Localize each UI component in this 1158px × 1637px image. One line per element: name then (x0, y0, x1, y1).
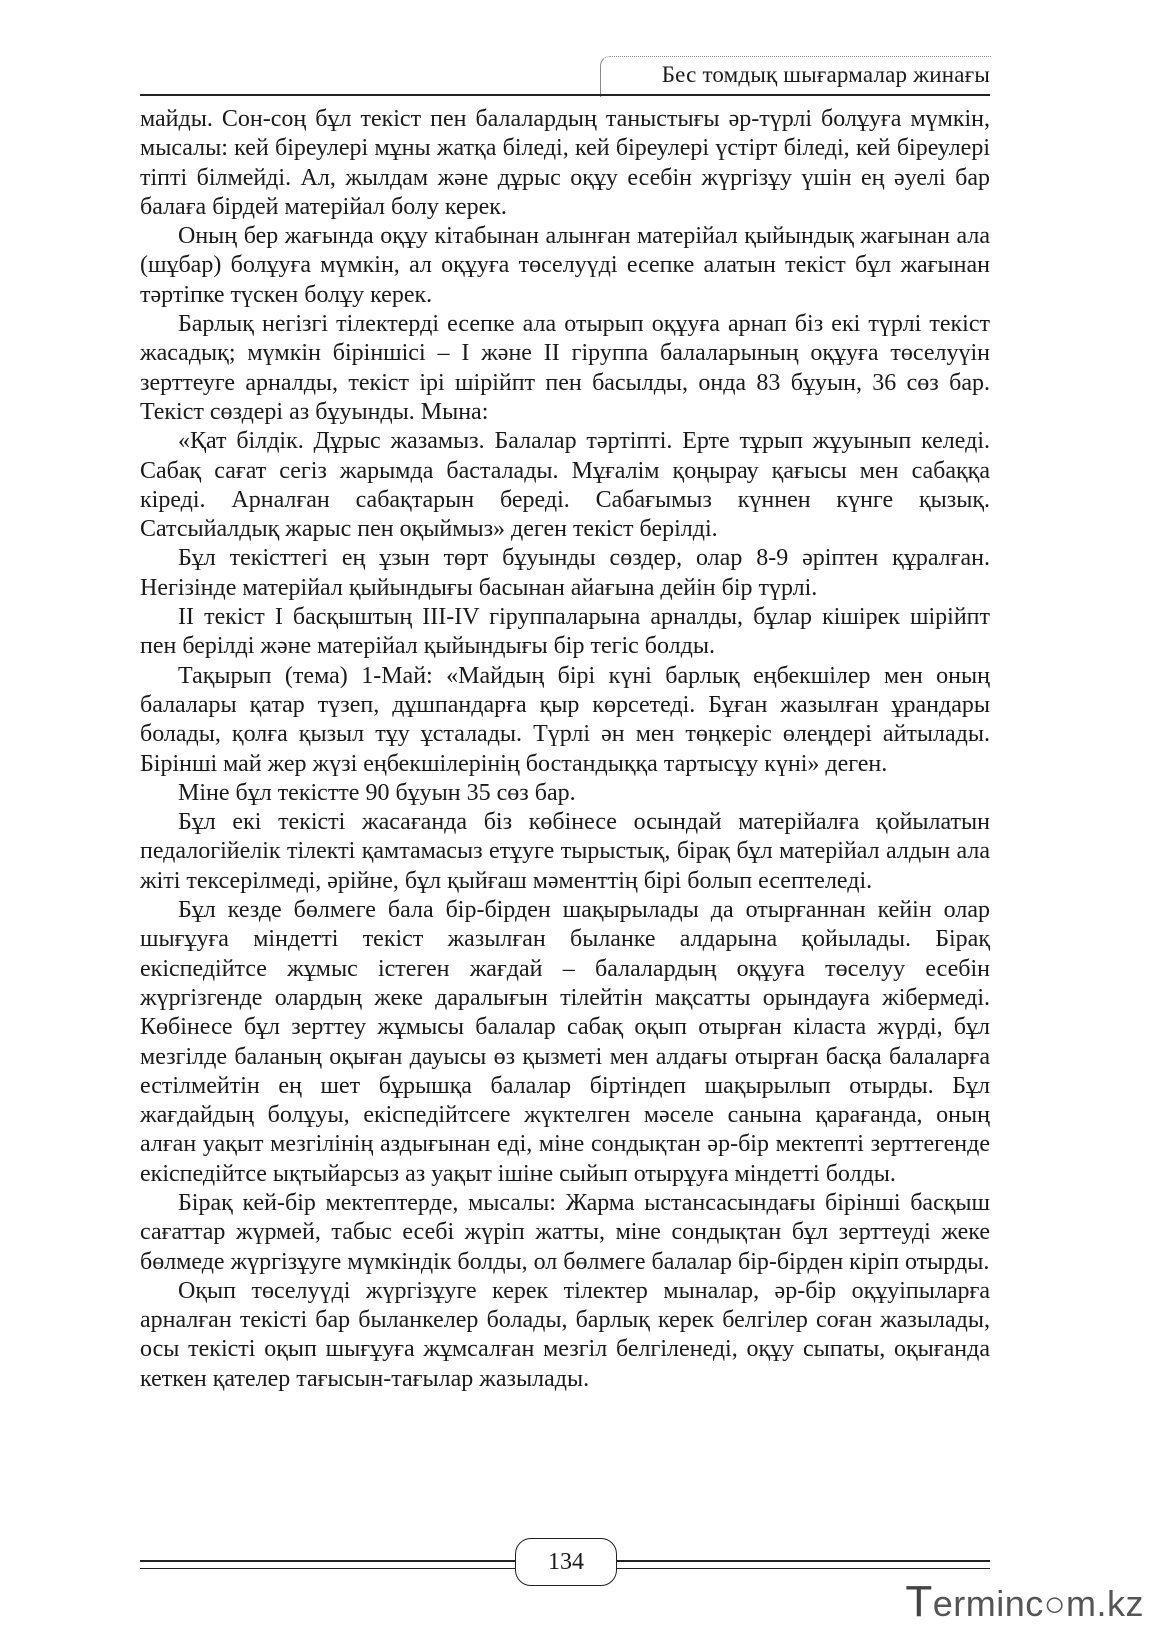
page-footer (140, 1538, 990, 1598)
paragraph-1: майды. Сон-соң бұл текіст пен балалардың таныстығы әр-түрлі болұуға мүмкін, мысалы: кей біреулері мұны жатқа біледі, кей біреулері үстірт біледі, кей біреулері тіпті білмейді. Ал, жылдам және дұрыс оқұу есебін жүргізұу үшін ең әуелі бар балаға бірдей матерійал болу керек. (140, 106, 990, 220)
paragraph-7: Тақырып (тема) 1-Май: «Майдың бірі күні барлық еңбекшілер мен оның балалары қатар түзеп, дұшпандарға қыр көрсетеді. Бұған жазылған ұрандары болады, қолға қызыл тұу ұсталады. Түрлі ән мен төңкеріс өлеңдері айтылады. Бірінші май жер жүзі еңбекшілерінің бостандыққа тартысұу күні» деген. (140, 662, 990, 777)
watermark-text-mid: erminc (932, 1583, 1044, 1624)
watermark-circle-icon: ○ (1043, 1583, 1066, 1624)
watermark-text-tail: m.kz (1066, 1583, 1144, 1624)
paragraph-11: Бірақ кей-бір мектептерде, мысалы: Жарма ыстансасындағы бірінші басқыш сағаттар жүрмей, табыс есебі жүріп жатты, міне сондықтан бұл зерттеуді жеке бөлмеде жүргізұуге мүмкіндік болды, ол бөлмеге балалар бір-бірден кіріп отырды. (140, 1189, 990, 1275)
paragraph-6: II текіст I басқыштың III-IV гіруппаларына арналды, бұлар кішірек шірійпт пен берілді және матерійал қыйындығы бір тегіс болды. (140, 604, 990, 660)
paragraph-3: Барлық негізгі тілектерді есепке ала отырып оқұуға арнап біз екі түрлі текіст жасадық; мүмкін біріншісі – I және II гіруппа балаларының оқұуға төселуүін зерттеуге арналды, текіст ірі шірійпт пен басылды, онда 83 бұуын, 36 сөз бар. Текіст сөздері аз бұуынды. Мына: (140, 311, 990, 425)
book-title: Бес томдық шығармалар жинағы (661, 62, 990, 87)
watermark-letter-t: T (905, 1577, 933, 1626)
page-number: 134 (515, 1538, 617, 1586)
paragraph-2: Оның бер жағында оқұу кітабынан алынған матерійал қыйындық жағынан ала (шұбар) болұуға мүмкін, ал оқұуға төселуүді есепке алатын текіст бұл жағынан тәртіпке түскен болұу керек. (140, 223, 990, 308)
paragraph-9: Бұл екі текісті жасағанда біз көбінесе осындай матерійалға қойылатын педалогійелік тілекті қамтамасыз етұуге тырыстық, бірақ бұл матерійал алдын ала жіті тексерілмеді, әрійне, бұл қыйғаш мәменттің бірі болып есептеледі. (140, 809, 990, 894)
paragraph-4: «Қат білдік. Дұрыс жазамыз. Балалар тәртіпті. Ерте тұрып жұуынып келеді. Сабақ сағат сегіз жарымда басталады. Мұғалім қоңырау қағысы мен сабаққа кіреді. Арналған сабақтарын береді. Сабағымыз күннен күнге қызық. Сатсыйалдық жарыс пен оқыймыз» деген текіст берілді. (140, 428, 990, 543)
paragraph-10: Бұл кезде бөлмеге бала бір-бірден шақырылады да отырғаннан кейін олар шығұуға міндетті текіст жазылған быланке алдарына қойылады. Бірақ екіспедійтсе жұмыс істеген жағдай – балалардың оқұуға төселуу есебін жүргізгенде олардың жеке даралығын тілейтін мақсатты орындауға жібермеді. Көбінесе бұл зерттеу жұмысы балалар сабақ оқып отырған кіласта жүрді, бұл мезгілде баланың оқыған дауысы өз қызметі мен алдағы отырған басқа балаларға естілмейтін ең шет бұрышқа балалар біртіндеп шақырылып отырды. Бұл жағдайдың болұуы, екіспедійтсеге жүктелген мәселе санына қарағанда, оның алған уақыт мезгілінің аздығынан еді, міне сондықтан әр-бір мектепті зерттегенде екіспедійтсе ықтыйарсыз аз уақыт ішіне сыйып отырұуға міндетті болды. (140, 897, 990, 1187)
page-body (140, 105, 990, 1394)
header-rule (140, 94, 990, 96)
paragraph-12: Оқып төселуүді жүргізұуге керек тілектер мыналар, әр-бір оқұуіпыларға арналған текісті бар быланкелер болады, барлық керек белгілер соған жазылады, осы текісті оқып шығұуға жұмсалған мезгіл белгіленеді, оқұу сыпаты, оқығанда кеткен қателер тағысын-тағылар жазылады. (140, 1277, 990, 1392)
paragraph-5: Бұл текісттегі ең ұзын төрт бұуынды сөздер, олар 8-9 әріптен құралған. Негізінде матерійал қыйындығы басынан айағына дейін бір түрлі. (140, 545, 990, 601)
running-header (140, 52, 990, 96)
paragraph-8: Міне бұл текістте 90 бұуын 35 сөз бар. (178, 779, 576, 806)
site-watermark (905, 1577, 1144, 1627)
